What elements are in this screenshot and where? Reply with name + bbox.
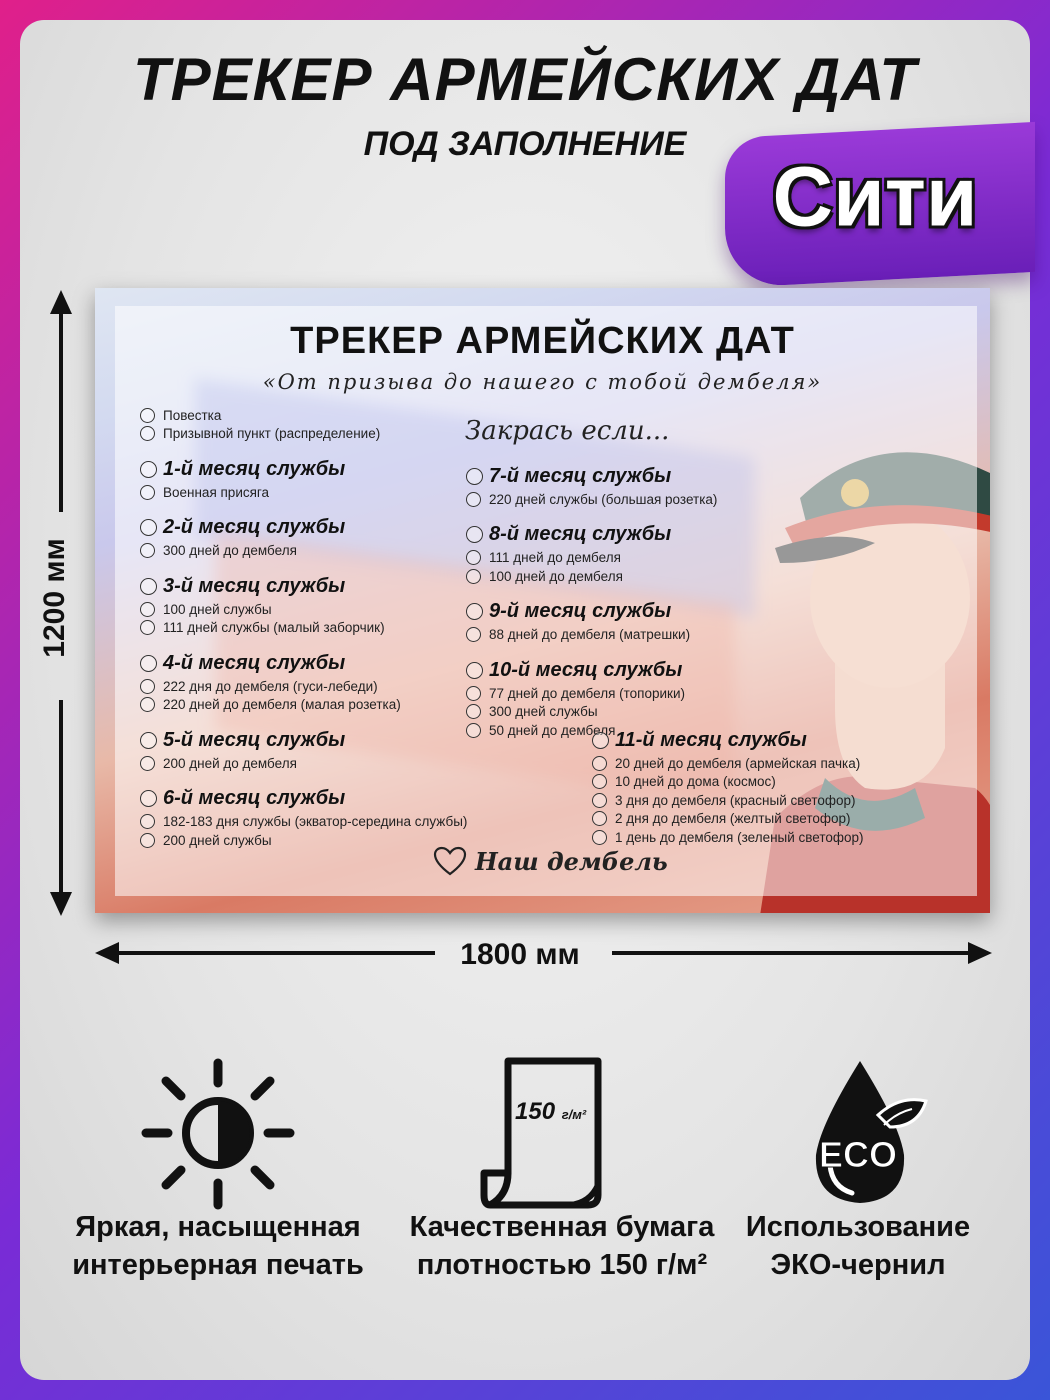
checkbox-circle[interactable]: [592, 830, 607, 845]
heart-icon: [433, 846, 467, 876]
checkbox-circle[interactable]: [140, 519, 157, 536]
list-item[interactable]: 300 дней до дембеля: [140, 542, 467, 561]
checkbox-circle[interactable]: [592, 811, 607, 826]
checkbox-circle[interactable]: [466, 603, 483, 620]
checkbox-circle[interactable]: [466, 492, 481, 507]
month-heading[interactable]: 11-й месяц службы: [592, 726, 864, 754]
width-dimension-line: [612, 951, 970, 955]
width-label: 1800 мм: [460, 938, 580, 971]
list-item[interactable]: 220 дней до дембеля (малая розетка): [140, 696, 467, 715]
checkbox-circle[interactable]: [466, 662, 483, 679]
list-item[interactable]: 20 дней до дембеля (армейская пачка): [592, 754, 864, 773]
list-item[interactable]: 111 дней до дембеля: [466, 549, 717, 568]
list-item[interactable]: 2 дня до дембеля (желтый светофор): [592, 810, 864, 829]
feature-bright-print: Яркая, насыщенная интерьерная печать: [72, 1211, 364, 1281]
checkbox-circle[interactable]: [466, 627, 481, 642]
left-column: [140, 406, 467, 850]
checkbox-circle[interactable]: [140, 602, 155, 617]
checkbox-circle[interactable]: [140, 543, 155, 558]
list-item[interactable]: 100 дней до дембеля: [466, 567, 717, 586]
checkbox-circle[interactable]: [140, 732, 157, 749]
list-item[interactable]: 200 дней до дембеля: [140, 754, 467, 773]
month-heading[interactable]: 10-й месяц службы: [466, 656, 717, 684]
checkbox-circle[interactable]: [140, 408, 155, 423]
brand-badge: [725, 122, 1035, 288]
feature-eco-ink: Использование ЭКО-чернил: [745, 1211, 971, 1281]
arrow-right-icon: [968, 942, 992, 964]
paper-density-label: 150 г/м²: [515, 1098, 587, 1125]
checkbox-circle[interactable]: [466, 468, 483, 485]
month-heading[interactable]: 3-й месяц службы: [140, 572, 467, 600]
checkbox-circle[interactable]: [466, 704, 481, 719]
middle-column: [466, 462, 717, 740]
month-heading[interactable]: 1-й месяц службы: [140, 455, 467, 483]
arrow-up-icon: [50, 290, 72, 314]
list-item[interactable]: 77 дней до дембеля (топорики): [466, 684, 717, 703]
month-heading[interactable]: 4-й месяц службы: [140, 649, 467, 677]
list-item[interactable]: 182-183 дня службы (экватор-середина службы): [140, 813, 467, 832]
poster-title: ТРЕКЕР АРМЕЙСКИХ ДАТ: [290, 320, 795, 362]
paper-icon: [480, 1055, 610, 1210]
list-item[interactable]: 300 дней службы: [466, 703, 717, 722]
height-dimension-line: [59, 700, 63, 894]
checkbox-circle[interactable]: [592, 756, 607, 771]
checkbox-circle[interactable]: [466, 550, 481, 565]
checkbox-circle[interactable]: [592, 793, 607, 808]
month-heading[interactable]: 5-й месяц службы: [140, 726, 467, 754]
checkbox-circle[interactable]: [140, 697, 155, 712]
arrow-down-icon: [50, 892, 72, 916]
poster-subtitle: «От призыва до нашего с тобой дембеля»: [262, 370, 823, 394]
eco-drop-icon: [800, 1055, 930, 1210]
list-item[interactable]: 88 дней до дембеля (матрешки): [466, 626, 717, 645]
brand-label: Сити: [772, 149, 978, 244]
checkbox-circle[interactable]: [466, 723, 481, 738]
list-item[interactable]: 222 дня до дембеля (гуси-лебеди): [140, 677, 467, 696]
checkbox-circle[interactable]: [140, 790, 157, 807]
checkbox-circle[interactable]: [140, 655, 157, 672]
right-column: [592, 726, 864, 847]
height-dimension-line: [59, 312, 63, 512]
page-subtitle: ПОД ЗАПОЛНЕНИЕ: [363, 125, 687, 163]
poster-footer: Наш дембель: [433, 846, 668, 876]
svg-text:ECO: ECO: [818, 1134, 898, 1175]
height-label: 1200 мм: [38, 538, 71, 658]
poster-color-hint: Закрась если...: [465, 416, 670, 446]
list-item[interactable]: Военная присяга: [140, 483, 467, 502]
list-item[interactable]: 1 день до дембеля (зеленый светофор): [592, 828, 864, 847]
checkbox-circle[interactable]: [592, 774, 607, 789]
list-item[interactable]: 111 дней службы (малый заборчик): [140, 619, 467, 638]
checkbox-circle[interactable]: [466, 569, 481, 584]
list-item[interactable]: 220 дней службы (большая розетка): [466, 490, 717, 509]
checkbox-circle[interactable]: [140, 620, 155, 635]
list-item[interactable]: Повестка: [140, 406, 467, 425]
list-item[interactable]: 100 дней службы: [140, 600, 467, 619]
checkbox-circle[interactable]: [140, 461, 157, 478]
list-item[interactable]: 3 дня до дембеля (красный светофор): [592, 791, 864, 810]
list-item[interactable]: 10 дней до дома (космос): [592, 773, 864, 792]
checkbox-circle[interactable]: [140, 679, 155, 694]
checkbox-circle[interactable]: [466, 526, 483, 543]
list-item[interactable]: 200 дней службы: [140, 831, 467, 850]
page-title: ТРЕКЕР АРМЕЙСКИХ ДАТ: [132, 46, 918, 113]
month-heading[interactable]: 9-й месяц службы: [466, 598, 717, 626]
arrow-left-icon: [95, 942, 119, 964]
list-item[interactable]: 50 дней до дембеля: [466, 721, 717, 740]
checkbox-circle[interactable]: [140, 578, 157, 595]
sun-icon: [138, 1055, 298, 1215]
month-heading[interactable]: 7-й месяц службы: [466, 462, 717, 490]
feature-quality-paper: Качественная бумага плотностью 150 г/м²: [409, 1211, 715, 1281]
list-item[interactable]: Призывной пункт (распределение): [140, 425, 467, 444]
poster-preview: [95, 288, 990, 913]
checkbox-circle[interactable]: [140, 814, 155, 829]
month-heading[interactable]: 6-й месяц службы: [140, 785, 467, 813]
checkbox-circle[interactable]: [466, 686, 481, 701]
checkbox-circle[interactable]: [140, 833, 155, 848]
width-dimension-line: [117, 951, 435, 955]
checkbox-circle[interactable]: [140, 756, 155, 771]
month-heading[interactable]: 8-й месяц службы: [466, 521, 717, 549]
checkbox-circle[interactable]: [140, 426, 155, 441]
checkbox-circle[interactable]: [140, 485, 155, 500]
month-heading[interactable]: 2-й месяц службы: [140, 514, 467, 542]
checkbox-circle[interactable]: [592, 732, 609, 749]
